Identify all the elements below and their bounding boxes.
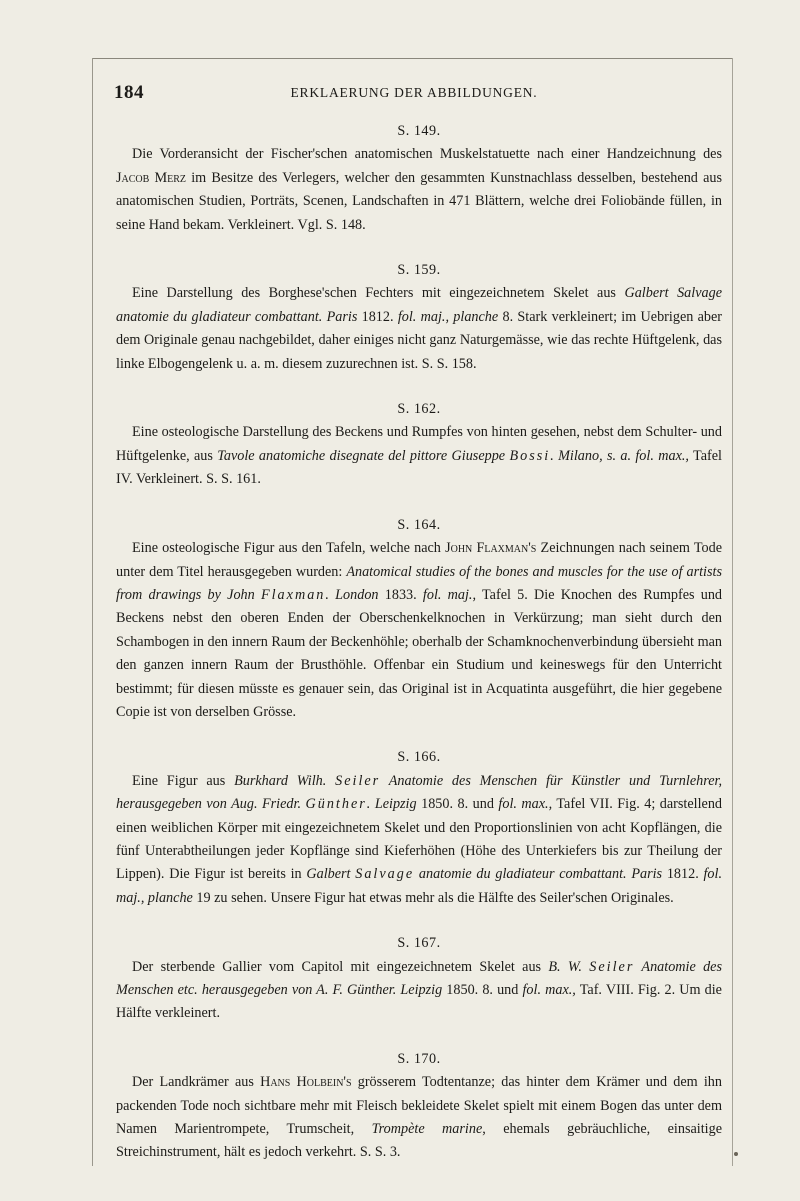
- text-run: Tafel IV. Verkleinert. S. S. 161.: [116, 447, 722, 488]
- text-run: . Leipzig: [366, 796, 417, 813]
- section-text: [116, 143, 722, 237]
- text-run: fol. max.,: [498, 796, 553, 813]
- text-run: fol. maj., planche: [397, 308, 499, 325]
- section: [116, 120, 722, 237]
- section-text: [116, 282, 722, 376]
- text-run: 1850. 8. und: [442, 982, 523, 998]
- text-run: 1833.: [378, 586, 423, 603]
- text-run: fol. maj., planche: [116, 866, 723, 906]
- text-run: Jacob Merz: [116, 169, 187, 186]
- section-text: [116, 421, 722, 491]
- text-run: Seiler: [589, 958, 635, 975]
- text-run: Seiler: [335, 772, 381, 789]
- text-run: Der Landkrämer aus: [132, 1074, 261, 1091]
- page-border-top: [92, 58, 732, 59]
- text-run: 1850. 8. und: [416, 796, 499, 813]
- text-run: Tafel 5. Die Knochen des Rumpfes und Beckens nebst den oberen Enden der Oberschenkelknochen in Verkürzung; man sieht durch den Schambogen in den innern Raum der Beckenhöhle; oberhalb der Schamknochenverbindung übersieht man den ganzen innern Raum der Brusthöhle. Offenbar ein Studium und keineswegs für den Unterricht bestimmt; für diesen müsste es genauer sein, das Original ist in Acquatinta ausgeführt, die hier gegebene Copie ist von derselben Grösse.: [116, 586, 723, 720]
- text-run: Der sterbende Gallier vom Capitol mit eingezeichnetem Skelet aus: [132, 958, 549, 975]
- text-run: Tafel VII. Fig. 4; darstellend einen weiblichen Körper mit eingezeichnetem Skelet und den Proportionslinien von acht Kopflängen, die fünf Unterabtheilungen jeder Kopflänge sind Kieferhöhen (Höhe des Unterkiefers bis zur Theilung der Lippen). Die Figur ist bereits in: [116, 796, 723, 883]
- section-text: [116, 956, 722, 1026]
- page-border-left: [92, 58, 93, 1166]
- text-run: 19 zu sehen. Unsere Figur hat etwas mehr als die Hälfte des Seiler'schen Originales.: [192, 889, 674, 906]
- text-run: Eine osteologische Darstellung des Beckens und Rumpfes von hinten gesehen, nebst dem Schulter- und Hüftgelenke, aus: [116, 424, 722, 464]
- section: [116, 514, 722, 725]
- section-title: S. 159.: [397, 262, 441, 279]
- section: [116, 259, 722, 376]
- pencil-mark: [734, 1152, 738, 1156]
- section-text: [116, 770, 722, 910]
- text-run: 1812.: [662, 866, 704, 883]
- text-run: Die Vorderansicht der Fischer'schen anatomischen Muskelstatuette nach einer Handzeichnung des: [132, 146, 722, 163]
- text-run: 1812.: [357, 308, 398, 325]
- text-run: Salvage: [355, 866, 415, 883]
- text-run: Anatomie des Menschen etc. herausgegeben von A. F. Günther. Leipzig: [116, 958, 722, 998]
- text-run: Tavole anatomiche disegnate del pittore Giuseppe: [217, 447, 510, 464]
- text-run: Hans Holbein's: [260, 1074, 352, 1091]
- section-title: S. 166.: [397, 749, 441, 766]
- text-run: Günther: [305, 796, 367, 813]
- section: [116, 746, 722, 910]
- text-run: Eine Darstellung des Borghese'schen Fechters mit eingezeichnetem Skelet aus: [132, 285, 625, 302]
- page-body: [116, 120, 722, 1187]
- text-run: Trompète marine: [371, 1121, 483, 1138]
- text-run: grösserem Todtentanze; das hinter dem Krämer und dem ihn packenden Tode noch sichtbare mehr mit Fleisch bekleidete Skelet spielt mit einem Bogen das unter dem Namen Marientrompete, Trumscheit,: [116, 1074, 722, 1138]
- section-text: [116, 537, 722, 724]
- page-border-right: [732, 58, 733, 1166]
- section: [116, 398, 722, 492]
- text-run: Eine Figur aus: [132, 772, 235, 789]
- section-title: S. 162.: [397, 401, 441, 418]
- section: [116, 1048, 722, 1165]
- running-head: ERKLAERUNG DER ABBILDUNGEN.: [290, 85, 538, 100]
- text-run: . Milano, s. a. fol. max.,: [550, 447, 689, 464]
- text-run: fol. max.,: [522, 982, 576, 998]
- section: [116, 932, 722, 1026]
- text-run: Galbert: [306, 866, 356, 883]
- text-run: , ehemals gebräuchliche, einsaitige Streichinstrument, hält es jedoch verkehrt. S. S. 3.: [116, 1121, 722, 1161]
- page-number: 184: [114, 82, 144, 103]
- section-title: S. 167.: [397, 935, 441, 952]
- text-run: anatomie du gladiateur combattant. Paris: [414, 866, 663, 883]
- text-run: Flaxman: [260, 586, 326, 603]
- section-title: S. 149.: [397, 123, 441, 139]
- section-title: S. 170.: [397, 1050, 441, 1067]
- text-run: Eine osteologische Figur aus den Tafeln, welche nach: [132, 540, 446, 557]
- section-text: [116, 1071, 722, 1165]
- text-run: Anatomie des Menschen für Künstler und Turnlehrer, herausgegeben von Aug. Friedr.: [116, 772, 723, 813]
- text-run: fol. maj.,: [422, 586, 477, 603]
- text-run: . London: [325, 586, 379, 603]
- text-run: Galbert Salvage anatomie du gladiateur combattant. Paris: [116, 285, 722, 325]
- text-run: Zeichnungen nach seinem Tode unter dem Titel herausgegeben wurden:: [116, 540, 722, 580]
- text-run: 8. Stark verkleinert; im Uebrigen aber dem Originale genau nachgebildet, daher einiges nicht ganz Naturgemässe, wie das rechte Hüftgelenk, das linke Elbogengelenk u. a. m. diesem zuzurechnen ist. S. S. 158.: [116, 308, 723, 372]
- page-header: [114, 82, 714, 104]
- text-run: B. W.: [548, 958, 590, 975]
- text-run: Anatomical studies of the bones and muscles for the use of artists from drawings by John: [116, 563, 722, 603]
- text-run: Bossi: [509, 447, 551, 464]
- text-run: Taf. VIII. Fig. 2. Um die Hälfte verkleinert.: [116, 982, 722, 1022]
- text-run: im Besitze des Verlegers, welcher den gesammten Kunstnachlass desselben, bestehend aus anatomischen Studien, Porträts, Scenen, Landschaften in 471 Blättern, welche drei Foliobände füllen, in seine Hand bekam. Verkleinert. Vgl. S. 148.: [116, 169, 722, 233]
- text-run: Burkhard Wilh.: [234, 772, 336, 789]
- section-title: S. 164.: [397, 516, 441, 533]
- text-run: John Flaxman's: [445, 540, 537, 557]
